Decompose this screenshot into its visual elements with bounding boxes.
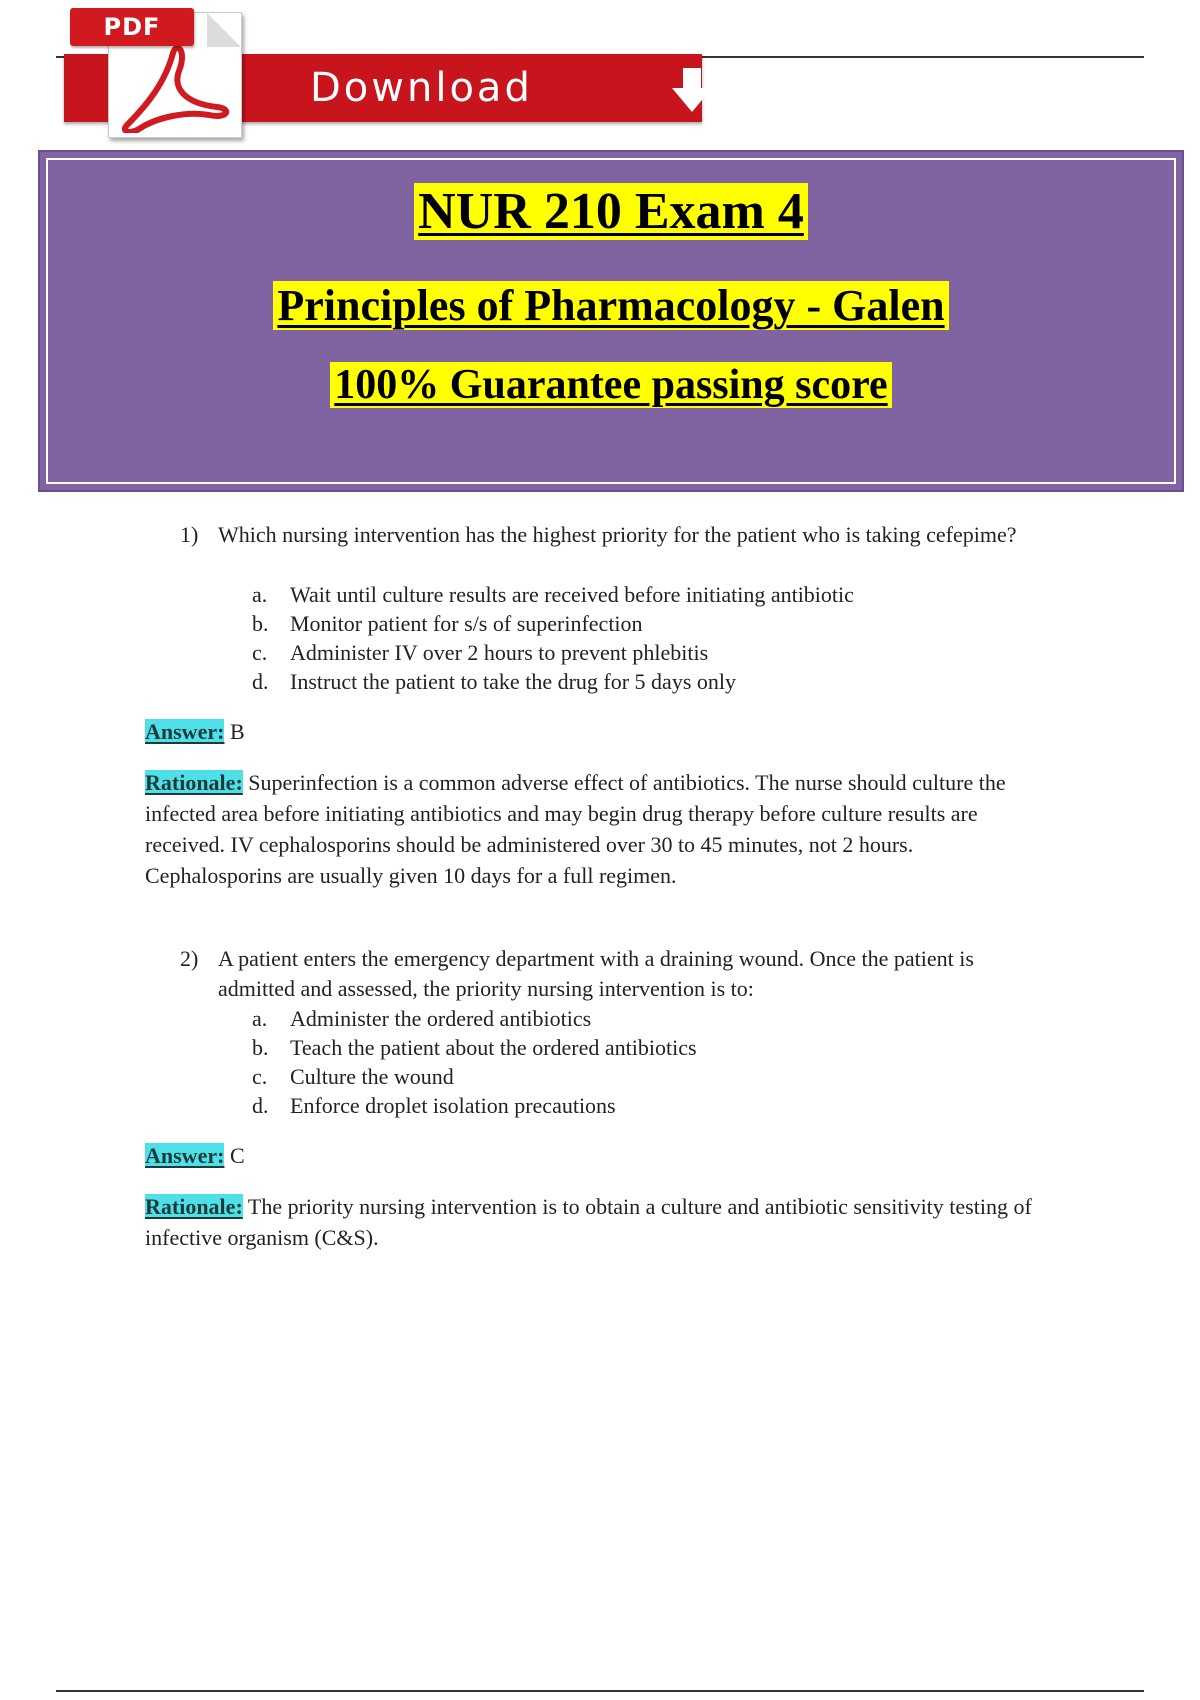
option-text: Administer the ordered antibiotics <box>290 1006 592 1031</box>
option-text: Wait until culture results are received before initiating antibiotic <box>290 582 854 607</box>
option-letter: b. <box>252 1035 269 1060</box>
option-text: Teach the patient about the ordered antibiotics <box>290 1035 697 1060</box>
title-box-inner-border <box>46 158 1176 484</box>
option-letter: d. <box>252 669 269 694</box>
option-letter: c. <box>252 640 268 665</box>
option-list <box>252 1004 697 1120</box>
option-d <box>252 667 854 696</box>
download-arrow-icon[interactable] <box>666 66 718 114</box>
option-text: Instruct the patient to take the drug for 5 days only <box>290 669 736 694</box>
question-number: 1) <box>180 522 199 547</box>
course-subtitle: Principles of Pharmacology - Galen <box>48 278 1174 334</box>
option-b <box>252 609 854 638</box>
option-b <box>252 1033 697 1062</box>
rationale <box>145 1191 1045 1253</box>
answer-label: Answer: <box>145 1143 225 1168</box>
bottom-rule <box>56 1690 1144 1692</box>
option-d <box>252 1091 697 1120</box>
option-c <box>252 638 854 667</box>
question-number: 2) <box>180 946 199 971</box>
option-letter: a. <box>252 1006 268 1031</box>
acrobat-logo-icon <box>117 45 233 133</box>
answer-value: C <box>229 1143 245 1168</box>
option-c <box>252 1062 697 1091</box>
download-label[interactable]: Download <box>310 65 533 111</box>
option-text: Monitor patient for s/s of superinfection <box>290 611 643 636</box>
pdf-tab-label: PDF <box>70 8 194 46</box>
guarantee-line: 100% Guarantee passing score <box>48 358 1174 412</box>
rationale <box>145 767 1045 891</box>
option-text: Enforce droplet isolation precautions <box>290 1093 616 1118</box>
question-text: Which nursing intervention has the highest priority for the patient who is taking cefepime? <box>218 522 1017 547</box>
answer-value: B <box>229 719 245 744</box>
rationale-label: Rationale: <box>145 770 243 795</box>
answer-line <box>145 716 1045 747</box>
option-letter: a. <box>252 582 268 607</box>
option-text: Administer IV over 2 hours to prevent phlebitis <box>290 640 709 665</box>
option-list <box>252 580 854 696</box>
rationale-text: Superinfection is a common adverse effect of antibiotics. The nurse should culture the infected area before initiating antibiotics and may begin drug therapy before culture results are received. IV cephalosporins should be administered over 30 to 45 minutes, not 2 hours. Cephalosporins are usually given 10 days for a full regimen. <box>145 770 1006 888</box>
option-a <box>252 580 854 609</box>
exam-title: NUR 210 Exam 4 <box>48 180 1174 244</box>
question-text: A patient enters the emergency department with a draining wound. Once the patient is admitted and assessed, the priority nursing intervention is to: <box>218 946 974 1001</box>
option-text: Culture the wound <box>290 1064 454 1089</box>
answer-line <box>145 1140 1045 1171</box>
answer-label: Answer: <box>145 719 225 744</box>
option-letter: b. <box>252 611 269 636</box>
page-fold <box>207 13 241 47</box>
option-letter: d. <box>252 1093 269 1118</box>
rationale-label: Rationale: <box>145 1194 243 1219</box>
option-letter: c. <box>252 1064 268 1089</box>
option-a <box>252 1004 697 1033</box>
title-box <box>38 150 1184 492</box>
rationale-text: The priority nursing intervention is to obtain a culture and antibiotic sensitivity testing of infective organism (C&S). <box>145 1194 1032 1250</box>
